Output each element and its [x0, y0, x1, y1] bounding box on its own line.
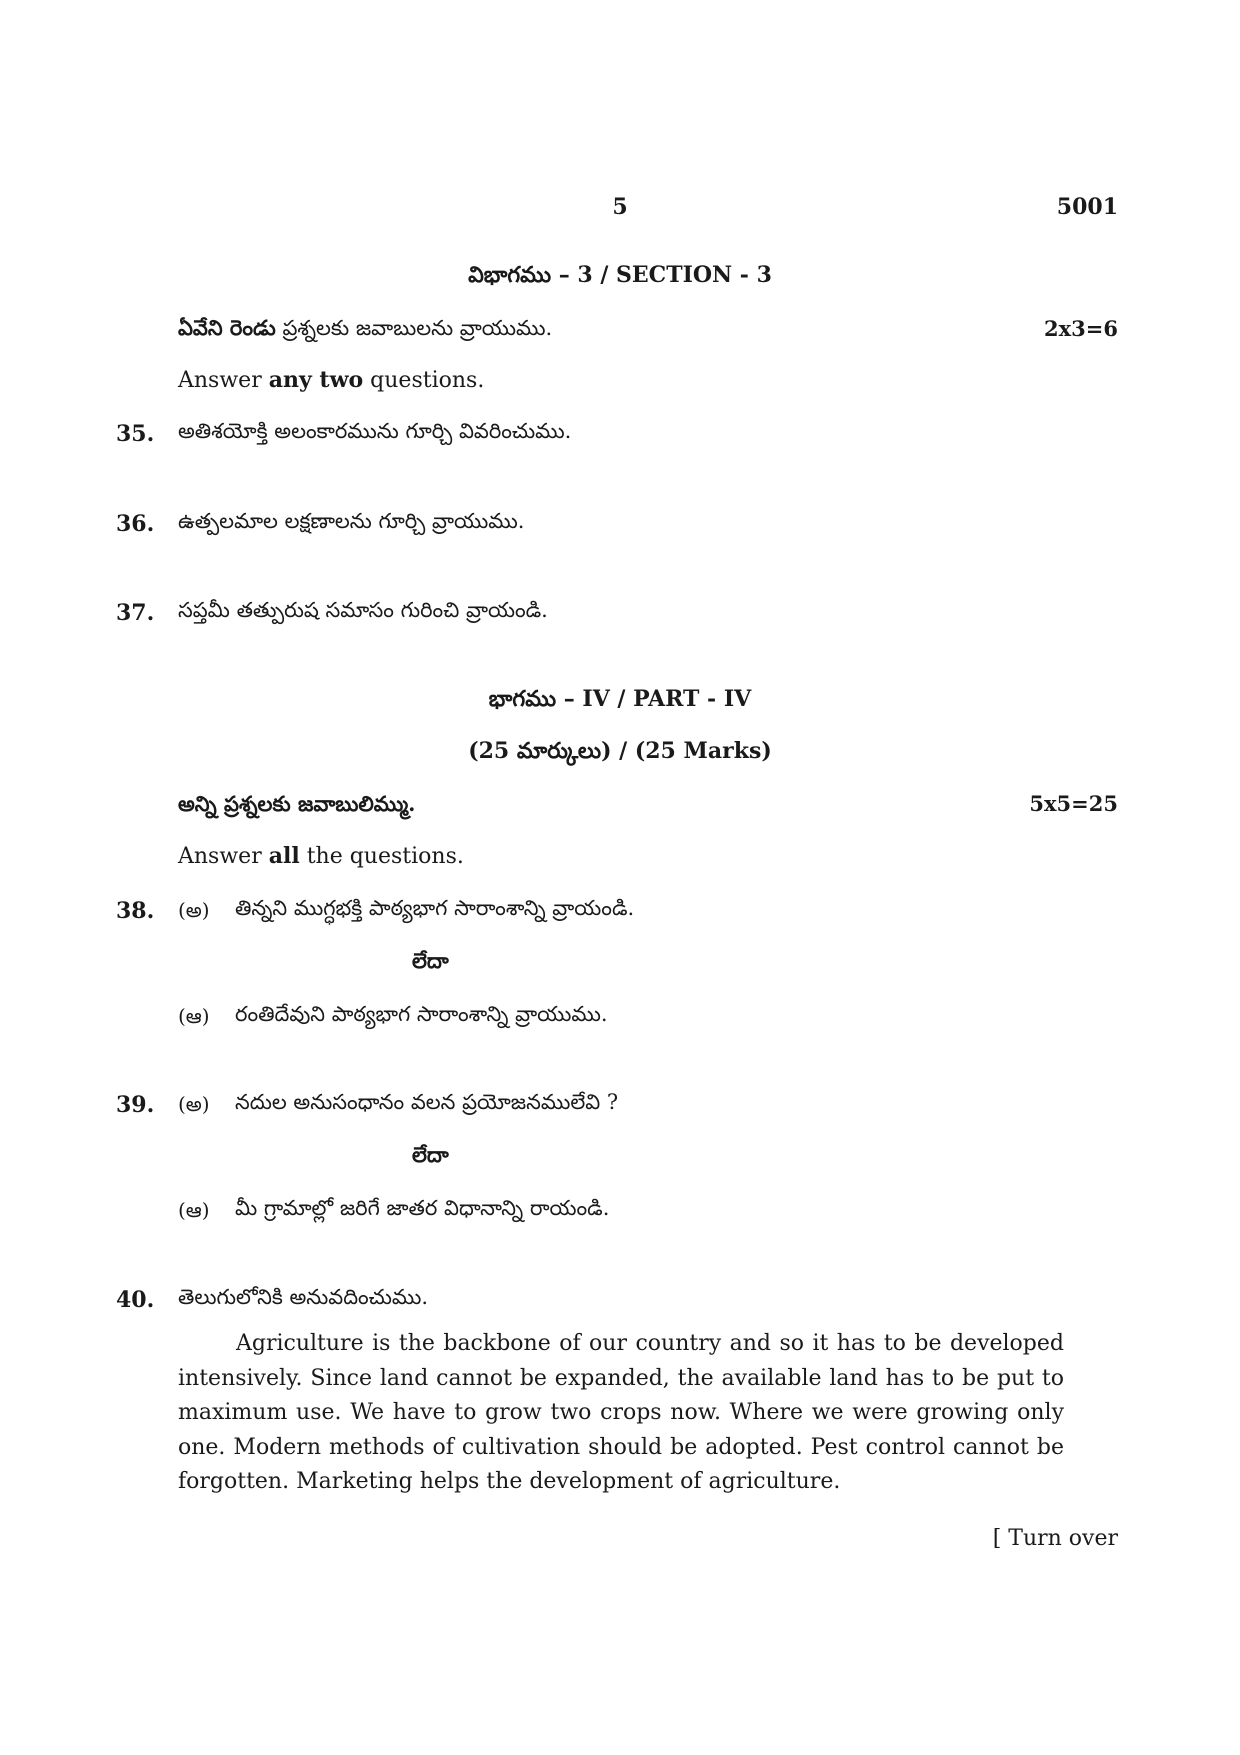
or-label: లేదా — [412, 948, 449, 973]
or-label: లేదా — [412, 1142, 449, 1167]
section-3-instruction — [178, 315, 552, 346]
part-4-instruction — [178, 791, 415, 822]
english-bold: any two — [268, 367, 364, 393]
english-pre: Answer — [178, 368, 269, 393]
section-3-english-instruction — [178, 367, 484, 393]
question-number: 36. — [116, 511, 155, 537]
turn-over-note: [ Turn over — [992, 1526, 1118, 1551]
instruction-bold: ఏవేని రెండు — [178, 315, 276, 340]
part-4-subheading: (25 మార్కులు) / (25 Marks) — [468, 738, 772, 764]
option-b-label: (ఆ) — [178, 1004, 210, 1028]
question-text: ఉత్పలమాల లక్షణాలను గూర్చి వ్రాయుము. — [178, 509, 525, 533]
option-a-text: తిన్నని ముగ్ధభక్తి పాఠ్యభాగ సారాంశాన్ని వ్రాయండి. — [235, 896, 635, 920]
question-number: 40. — [116, 1287, 155, 1313]
english-post: questions. — [363, 368, 485, 393]
instruction-rest: ప్రశ్నలకు జవాబులను వ్రాయుము. — [275, 316, 553, 340]
question-number: 35. — [116, 421, 155, 447]
instruction-bold: అన్ని ప్రశ్నలకు జవాబులిమ్ము. — [178, 791, 416, 816]
question-text: తెలుగులోనికి అనువదించుము. — [178, 1285, 429, 1309]
part-4-marks: 5x5=25 — [1029, 791, 1118, 816]
part-4-english-instruction — [178, 843, 464, 869]
section-3-heading: విభాగము – 3 / SECTION - 3 — [468, 262, 772, 288]
question-text: సప్తమీ తత్పురుష సమాసం గురించి వ్రాయండి. — [178, 598, 548, 622]
translation-paragraph: Agriculture is the backbone of our country and so it has to be developed intensively. Since land cannot be expanded, the available land has to be put to maximum use. We have to grow two crops now. Where we were growing only one. Modern methods of cultivation should be adopted. Pest control cannot be forgotten. Marketing helps the development of agriculture. — [178, 1331, 1064, 1494]
question-number: 37. — [116, 600, 155, 626]
english-bold: all — [268, 843, 300, 869]
option-b-text: రంతిదేవుని పాఠ్యభాగ సారాంశాన్ని వ్రాయుము. — [235, 1002, 608, 1026]
paper-code: 5001 — [1056, 194, 1118, 220]
option-b-text: మీ గ్రామాల్లో జరిగే జాతర విధానాన్ని రాయండి. — [235, 1196, 610, 1220]
option-a-label: (అ) — [178, 898, 210, 922]
question-number: 39. — [116, 1092, 155, 1118]
english-pre: Answer — [178, 844, 269, 869]
option-a-label: (అ) — [178, 1092, 210, 1116]
option-b-label: (ఆ) — [178, 1198, 210, 1222]
question-text: అతిశయోక్తి అలంకారమును గూర్చి వివరించుము. — [178, 419, 572, 443]
question-number: 38. — [116, 898, 155, 924]
english-post: the questions. — [299, 844, 464, 869]
option-a-text: నదుల అనుసంధానం వలన ప్రయోజనములేవి ? — [235, 1090, 619, 1114]
page-number: 5 — [612, 194, 628, 220]
part-4-heading: భాగము – IV / PART - IV — [488, 686, 752, 712]
section-3-marks: 2x3=6 — [1044, 316, 1118, 341]
